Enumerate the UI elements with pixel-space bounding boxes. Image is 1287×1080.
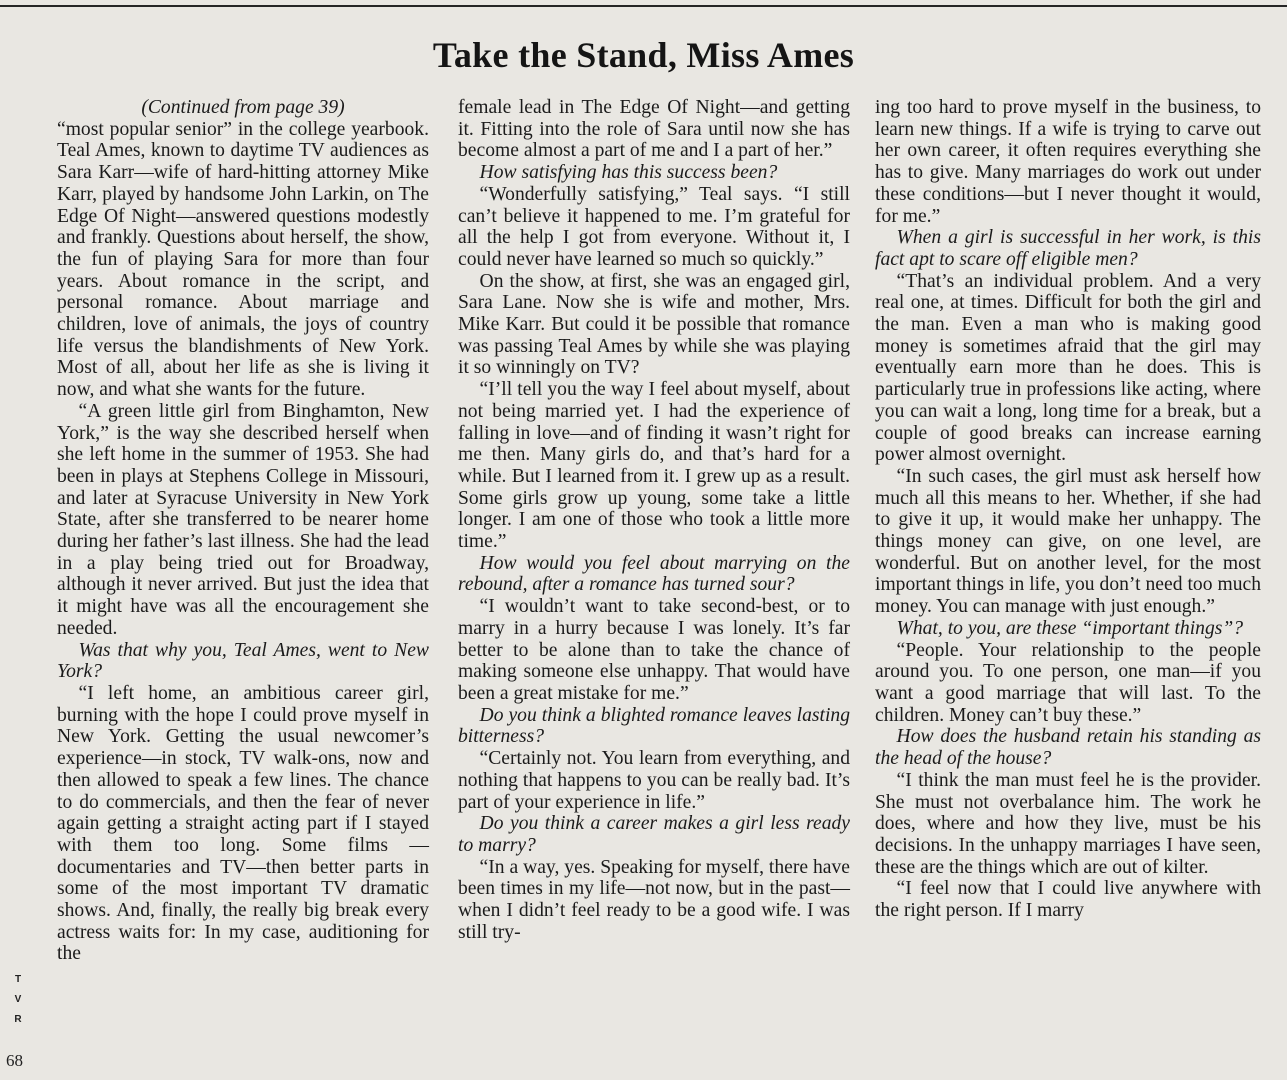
interview-question: What, to you, are these “important things”? — [896, 617, 1244, 639]
article-paragraph: “Certainly not. You learn from everything, and nothing that happens to you can be really bad. It’s part of your experience in life.” — [458, 748, 850, 813]
article-paragraph: “most popular senior” in the college yearbook. Teal Ames, known to daytime TV audiences as Sara Karr—wife of hard-hitting attorney Mike Karr, played by handsome John Larkin, on The Edge Of Night—answered questions modestly and frankly. Questions about herself, the show, the fun of playing Sara for more than four years. About romance in the script, and personal romance. About marriage and children, love of animals, the joys of country life versus the blandishments of New York. Most of all, about her life as she is living it now, and what she wants for the future. — [57, 118, 429, 401]
article-paragraph: female lead in The Edge Of Night—and getting it. Fitting into the role of Sara until now she has become almost a part of me and I a part of her.” — [458, 97, 850, 162]
article-column-1 — [57, 97, 429, 965]
article-paragraph: “A green little girl from Binghamton, New York,” is the way she described herself when she left home in the summer of 1953. She had been in plays at Stephens College in Missouri, and later at Syracuse University in New York State, after she transferred to be nearer home during her father’s last illness. She had the lead in a play being tried out for Broadway, although it never arrived. But just the idea that it might have was all the encouragement she needed. — [57, 400, 429, 639]
article-paragraph: “I’ll tell you the way I feel about myself, about not being married yet. I had the experience of falling in love—and of finding it wasn’t right for me then. Many girls do, and that’s hard for a while. But I learned from it. I grew up as a result. Some girls grow up young, some take a little longer. I am one of those who took a little more time.” — [458, 379, 850, 553]
article-column-2 — [458, 97, 850, 943]
article-paragraph: “I feel now that I could live anywhere with the right person. If I marry — [875, 878, 1261, 922]
column-3-body — [875, 97, 1261, 922]
continued-note: (Continued from page 39) — [141, 97, 345, 118]
article-paragraph: “I think the man must feel he is the provider. She must not overbalance him. The work he does, where and how they live, must be his decisions. In the unhappy marriages I have seen, these are the things which are out of kilter. — [875, 769, 1261, 878]
article-paragraph: “That’s an individual problem. And a very real one, at times. Difficult for both the girl and the man. Even a man who is making good money is sometimes afraid that the girl may eventually earn more than he does. This is particularly true in professions like acting, where you can wait a long, long time for a break, but a couple of good breaks can increase earning power almost overnight. — [875, 270, 1261, 466]
article-paragraph: “I wouldn’t want to take second-best, or to marry in a hurry because I was lonely. It’s far better to be alone than to take the chance of making someone else unhappy. That would have been a great mistake for me.” — [458, 596, 850, 704]
article-paragraph: On the show, at first, she was an engaged girl, Sara Lane. Now she is wife and mother, Mrs. Mike Karr. But could it be possible that romance was passing Teal Ames by while she was playing it so winningly on TV? — [458, 270, 850, 379]
article-paragraph: ing too hard to prove myself in the business, to learn new things. If a wife is trying to carve out her own career, it often requires everything she has to give. Many marriages do work out under these conditions—but I never thought it would, for me.” — [875, 97, 1261, 227]
interview-question: How would you feel about marrying on the rebound, after a romance has turned sour? — [458, 552, 850, 596]
column-2-body — [458, 97, 850, 943]
side-letter: R — [14, 1014, 22, 1025]
interview-question: How does the husband retain his standing as the head of the house? — [875, 726, 1261, 770]
magazine-side-initials — [11, 970, 25, 1030]
page-number: 68 — [6, 1051, 23, 1070]
article-title: Take the Stand, Miss Ames — [432, 35, 855, 75]
column-1-body — [57, 119, 429, 965]
side-letter: T — [14, 974, 22, 985]
article-paragraph: “In such cases, the girl must ask herself how much all this means to her. Whether, if she had to give it up, it would make her unhappy. The things money can give, on one level, are wonderful. But on another level, for the most important things in life, you don’t need too much money. You can manage with just enough.” — [875, 465, 1261, 618]
article-column-3 — [875, 97, 1261, 922]
article-paragraph: “Wonderfully satisfying,” Teal says. “I still can’t believe it happened to me. I’m grateful for all the help I got from everyone. Without it, I could never have learned so much so quickly.” — [458, 183, 850, 270]
interview-question: When a girl is successful in her work, is this fact apt to scare off eligible men? — [875, 227, 1261, 270]
side-letter: V — [14, 994, 22, 1005]
interview-question: Was that why you, Teal Ames, went to New York? — [57, 639, 429, 683]
interview-question: How satisfying has this success been? — [479, 162, 778, 184]
article-paragraph: “People. Your relationship to the people around you. To one person, one man—if you want a good marriage that will last. To the children. Money can’t buy these.” — [875, 639, 1261, 726]
interview-question: Do you think a blighted romance leaves lasting bitterness? — [458, 704, 850, 748]
top-rule — [0, 5, 1287, 7]
article-paragraph: “In a way, yes. Speaking for myself, there have been times in my life—not now, but in the past—when I didn’t feel ready to be a good wife. I was still try- — [458, 856, 850, 943]
interview-question: Do you think a career makes a girl less ready to marry? — [458, 813, 850, 856]
article-paragraph: “I left home, an ambitious career girl, burning with the hope I could prove myself in New York. Getting the usual newcomer’s experience—in stock, TV walk-ons, now and then allowed to speak a few lines. The chance to do commercials, and then the fear of never again getting a straight acting part if I stayed with them too long. Some films —documentaries and TV—then better parts in some of the most important TV dramatic shows. And, finally, the really big break every actress waits for: In my case, auditioning for the — [57, 682, 429, 965]
